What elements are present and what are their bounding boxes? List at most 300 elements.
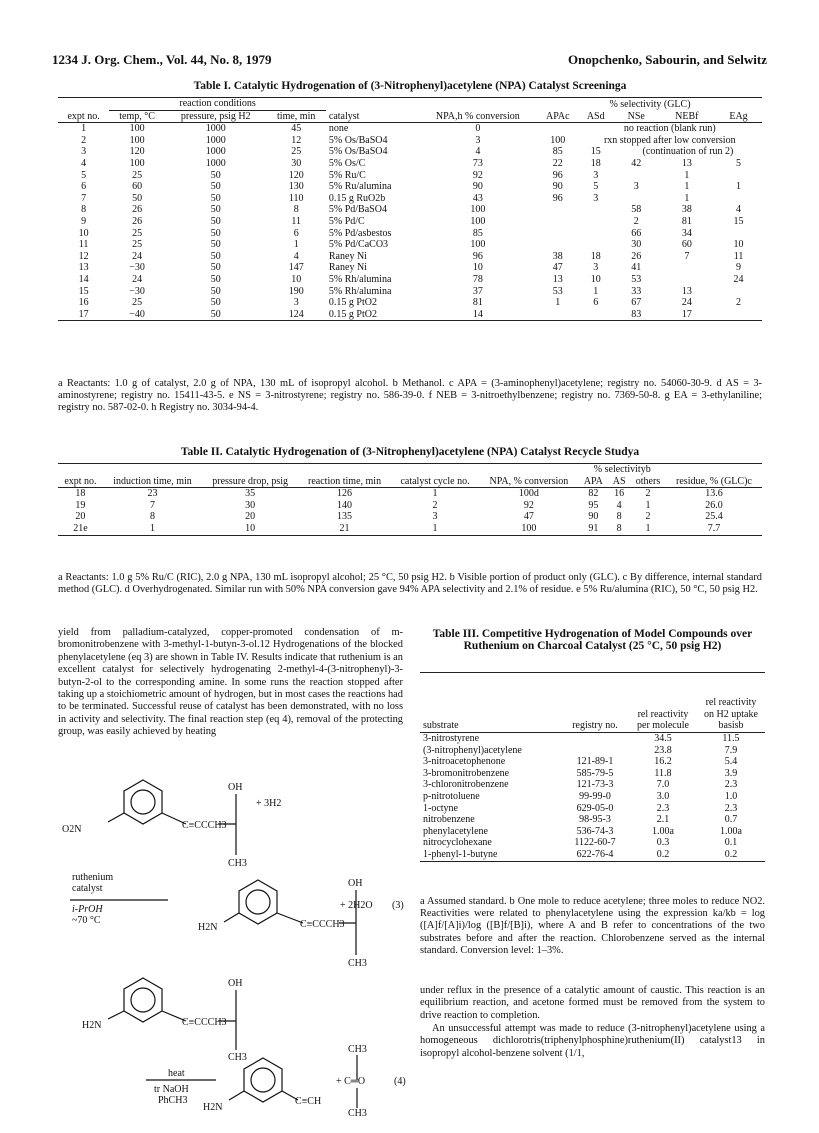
table-cell: 3	[293, 297, 299, 309]
table1-header-7: ASd	[586, 110, 605, 122]
table-cell: 15	[590, 146, 601, 158]
scheme-oh-3: OH	[228, 978, 243, 989]
table-cell: 16.2	[654, 756, 672, 768]
table-cell: 50	[210, 273, 221, 285]
table-cell: 1000	[205, 123, 226, 135]
table-cell: 4	[736, 204, 742, 216]
table2-caption: Table II. Catalytic Hydrogenation of (3-Nitrophenyl)acetylene (NPA) Catalyst Recycle Studya	[180, 446, 640, 458]
table-row	[58, 228, 762, 240]
table1	[58, 97, 762, 321]
table-cell: 58	[631, 204, 642, 216]
table-cell: 2.1	[656, 814, 670, 826]
table-row	[58, 274, 762, 286]
table-cell: 1-phenyl-1-butyne	[423, 848, 498, 860]
scheme-ch3-2: CH3	[348, 958, 367, 969]
table-cell: 5% Pd/C	[328, 215, 365, 227]
table-cell	[538, 204, 578, 216]
table-cell: 50	[210, 297, 221, 309]
table-cell: 2	[432, 499, 438, 511]
table-cell: 50	[210, 227, 221, 239]
table-cell: 1	[555, 297, 561, 309]
table-cell: 2	[645, 488, 651, 500]
table-cell: 140	[337, 499, 353, 511]
table-cell: 21	[339, 522, 350, 534]
table-cell: 5% Pd/CaCO3	[328, 239, 389, 251]
table-cell: Raney Ni	[328, 262, 367, 274]
table-row	[58, 216, 762, 228]
table-cell: 1000	[205, 146, 226, 158]
table-cell: 30	[245, 499, 256, 511]
table-cell: 100	[129, 157, 145, 169]
table-cell: −40	[129, 308, 145, 320]
table-cell	[715, 286, 762, 298]
table-cell: 110	[288, 192, 304, 204]
table-cell	[614, 193, 659, 205]
table-cell: 0	[475, 123, 481, 135]
table-cell: phenylacetylene	[423, 825, 488, 837]
table-cell: 67	[631, 297, 642, 309]
table-row	[420, 768, 765, 780]
table-cell: 8	[81, 204, 87, 216]
table-cell: 100	[470, 215, 486, 227]
table-cell: 50	[210, 262, 221, 274]
table-cell: 18	[590, 157, 601, 169]
table2-header-4: catalyst cycle no.	[400, 475, 470, 487]
table-cell: 14	[78, 273, 89, 285]
scheme-iproh: i-PrOH	[72, 904, 103, 915]
table-cell: 6	[81, 181, 87, 193]
scheme-phch3: PhCH3	[158, 1095, 188, 1106]
table-cell: 5% Ru/C	[328, 169, 366, 181]
benzene-ring-1	[124, 780, 162, 824]
table-cell: 2	[633, 215, 639, 227]
table-cell: 33	[631, 285, 642, 297]
table2-header-5: NPA, % conversion	[489, 475, 569, 487]
benzene-ring-4	[244, 1058, 282, 1102]
scheme-plus-co: + C═O	[336, 1076, 366, 1087]
table-cell: 13	[552, 273, 563, 285]
table-row	[58, 500, 762, 512]
table-cell	[561, 733, 629, 745]
table-cell: 30	[631, 239, 642, 251]
table-cell: 9	[81, 215, 87, 227]
table-cell: 60	[681, 239, 692, 251]
table-row	[420, 733, 765, 745]
table1-caption: Table I. Catalytic Hydrogenation of (3-Nitrophenyl)acetylene (NPA) Catalyst Screeninga	[193, 80, 627, 92]
table-cell	[578, 309, 614, 321]
table-cell: 30	[291, 157, 302, 169]
table-cell: 100	[521, 522, 537, 534]
table-cell: none	[328, 123, 349, 135]
table-cell: 100d	[518, 488, 539, 500]
table-cell	[659, 262, 715, 274]
table2-header-2: pressure drop, psig	[212, 475, 289, 487]
table-row	[58, 488, 762, 500]
scheme-h2n-1: H2N	[198, 922, 218, 933]
table-cell: 66	[631, 227, 642, 239]
table-cell: 13	[681, 285, 692, 297]
table-cell: 100	[129, 134, 145, 146]
table-cell: 50	[210, 181, 221, 193]
table-cell: 3-nitroacetophenone	[423, 756, 506, 768]
table-row	[420, 849, 765, 861]
scheme-plus-h2: + 3H2	[256, 798, 282, 809]
table-cell: 3	[593, 262, 599, 274]
table-cell: 1	[432, 522, 438, 534]
table-cell: 95	[588, 499, 599, 511]
table-cell: 121-73-3	[576, 779, 614, 791]
table-cell: 23.8	[654, 744, 672, 756]
table-cell: −30	[129, 285, 145, 297]
table-cell: 34	[681, 227, 692, 239]
table-cell: 2.3	[724, 779, 738, 791]
table-cell: Raney Ni	[328, 250, 367, 262]
table-cell: 5% Os/C	[328, 157, 366, 169]
table-cell: 96	[552, 192, 563, 204]
table-cell: 47	[523, 511, 534, 523]
table-cell: 34.5	[654, 733, 672, 744]
table-cell: 10	[245, 522, 256, 534]
table-cell: 0.2	[656, 848, 670, 860]
table-cell: 190	[288, 285, 304, 297]
benzene-ring-2	[239, 880, 277, 924]
table-cell: 24	[733, 273, 744, 285]
table-cell	[578, 228, 614, 240]
table-cell: 5% Pd/BaSO4	[328, 204, 387, 216]
table-cell: 41	[631, 262, 642, 274]
table-cell: 90	[588, 511, 599, 523]
table1-header-9: NEBf	[675, 110, 699, 122]
table2-header-7: AS	[612, 475, 626, 487]
table-cell: 50	[132, 192, 143, 204]
table1-header-3: time, min	[277, 110, 316, 122]
table-row	[58, 123, 762, 135]
table-cell: 50	[210, 215, 221, 227]
table-row	[58, 135, 762, 147]
table-cell: 1	[684, 169, 690, 181]
table-cell: 14	[472, 308, 483, 320]
scheme-ruthenium: ruthenium	[72, 872, 114, 883]
table-cell: 90	[552, 181, 563, 193]
table-row	[58, 511, 762, 523]
table-cell: 18	[590, 250, 601, 262]
table-cell: 1	[149, 522, 155, 534]
table-cell: 100	[470, 204, 486, 216]
body-text-right-1: under reflux in the presence of a catalytic amount of caustic. This reaction is an equilibrium reaction, and acetone formed must be removed from the system to drive reaction to completion.	[420, 985, 765, 1021]
table-cell: 3-bromonitrobenzene	[423, 767, 510, 779]
table-cell: 10	[472, 262, 483, 274]
table-cell	[538, 123, 578, 135]
table-cell: 26	[132, 215, 143, 227]
table-row	[420, 756, 765, 768]
table-cell: 99-99-0	[579, 790, 611, 802]
table-cell: 8	[616, 511, 622, 523]
table-cell: 629-05-0	[576, 802, 614, 814]
table-row	[58, 239, 762, 251]
table-cell: 17	[681, 308, 692, 320]
table-cell	[578, 216, 614, 228]
table-cell: 536-74-3	[576, 825, 614, 837]
scheme-o2n: O2N	[62, 824, 82, 835]
table-cell: p-nitrotoluene	[423, 790, 480, 802]
table-cell: 42	[631, 157, 642, 169]
table-cell: 0.15 g RuO2b	[328, 192, 386, 204]
table-cell: 2	[645, 511, 651, 523]
table-cell: 5% Rh/alumina	[328, 285, 392, 297]
scheme-ccch3-1: C≡CCCH3	[182, 820, 227, 831]
table-cell: 11	[78, 239, 89, 251]
table2-header-6: APA	[583, 475, 603, 487]
scheme-catalyst: catalyst	[72, 883, 103, 894]
table-cell	[538, 239, 578, 251]
table-cell: 13.6	[705, 488, 723, 500]
table-cell: 7	[81, 192, 87, 204]
table-cell: 3	[432, 511, 438, 523]
table-cell: 96	[472, 250, 483, 262]
table-cell: 21e	[73, 522, 88, 534]
table-cell: 81	[681, 215, 692, 227]
table3	[420, 672, 765, 862]
table-cell	[715, 170, 762, 182]
table-row	[58, 181, 762, 193]
table-cell: 4	[475, 146, 481, 158]
scheme-ccch3-2: C≡CCCH3	[300, 919, 345, 930]
table-cell: 7.7	[707, 522, 721, 534]
table-row	[420, 791, 765, 803]
table2-header-3: reaction time, min	[308, 475, 382, 487]
table-cell: 38	[552, 250, 563, 262]
table-cell: 8	[293, 204, 299, 216]
table-cell: 1	[645, 499, 651, 511]
table-cell: 1.00a	[652, 825, 674, 837]
scheme-temp: ~70 °C	[72, 915, 101, 926]
table-cell: 26	[631, 250, 642, 262]
scheme-oh-2: OH	[348, 878, 363, 889]
table1-header-6: APAc	[546, 110, 570, 122]
table-cell: 25	[132, 239, 143, 251]
scheme-naoh: tr NaOH	[154, 1084, 189, 1095]
table3-caption: Table III. Competitive Hydrogenation of Model Compounds over Ruthenium on Charcoal Catalyst (25 °C, 50 psig H2)	[432, 628, 753, 652]
table1-group-conditions: reaction conditions	[109, 98, 326, 111]
table-cell	[715, 309, 762, 321]
table-cell: 43	[472, 192, 483, 204]
table-row	[420, 837, 765, 849]
table1-header-2: pressure, psig H2	[180, 110, 251, 122]
table-row	[58, 146, 762, 158]
table1-header-5: NPA,h % conversion	[435, 110, 520, 122]
table-cell: 23	[147, 488, 158, 500]
table-cell: 124	[288, 308, 304, 320]
table-row	[58, 170, 762, 182]
table-cell: 20	[75, 511, 86, 523]
table-cell: (continuation of run 2)	[642, 146, 734, 158]
table-cell: 1	[81, 123, 87, 135]
scheme-ccch3-3: C≡CCCH3	[182, 1017, 227, 1028]
table-cell: 25	[132, 227, 143, 239]
table-cell: 5% Os/BaSO4	[328, 146, 388, 158]
table-cell: 5% Os/BaSO4	[328, 134, 388, 146]
table-row	[420, 779, 765, 791]
table-cell: 0.7	[724, 814, 738, 826]
table-cell: 45	[291, 123, 302, 135]
table-cell: 1	[736, 181, 742, 193]
scheme-plus-h2o: + 2H2O	[340, 900, 373, 911]
table-cell: 11.5	[722, 733, 740, 744]
table-cell: 1	[645, 522, 651, 534]
table-cell: 92	[472, 169, 483, 181]
scheme-ch3-1: CH3	[228, 858, 247, 869]
table-cell: 53	[631, 273, 642, 285]
table-cell: 98-95-3	[579, 814, 611, 826]
table-cell: no reaction (blank run)	[623, 123, 716, 135]
table-cell: 78	[472, 273, 483, 285]
table-cell	[538, 228, 578, 240]
table3-header-0: substrate	[423, 720, 459, 732]
running-header-right: Onopchenko, Sabourin, and Selwitz	[567, 52, 767, 67]
table-cell: 0.15 g PtO2	[328, 297, 377, 309]
scheme-h2n-2: H2N	[82, 1020, 102, 1031]
table-cell: 4	[616, 499, 622, 511]
table-cell: 82	[588, 488, 599, 500]
table-cell: 120	[129, 146, 145, 158]
table-cell: 100	[470, 239, 486, 251]
table-cell: 3-nitrostyrene	[423, 733, 480, 744]
table-cell: nitrocyclohexane	[423, 837, 492, 849]
table-cell: 13	[78, 262, 89, 274]
table-cell	[614, 170, 659, 182]
table-cell: 24	[132, 250, 143, 262]
table-cell: 1000	[205, 157, 226, 169]
table2-group-selectivity: % selectivityb	[593, 464, 651, 475]
table-row	[58, 193, 762, 205]
table-cell: 1	[593, 285, 599, 297]
table-cell: 26.0	[705, 499, 723, 511]
body-text-right-2: An unsuccessful attempt was made to reduce (3-nitrophenyl)acetylene using a homogeneous dichlorotris(triphenylphosphine)ruthenium(II) catalyst13 in isopropyl alcohol-benzene solvent (1/1,	[420, 1023, 765, 1059]
table1-header-10: EAg	[729, 110, 748, 122]
table1-header-8: NSe	[627, 110, 645, 122]
scheme-oh-1: OH	[228, 782, 243, 793]
table-cell: 11.8	[654, 767, 672, 779]
table-cell: 3	[593, 192, 599, 204]
table-cell: 19	[75, 499, 86, 511]
table-cell: 100	[129, 123, 145, 135]
table-row	[58, 309, 762, 321]
table-cell: 1	[684, 181, 690, 193]
table-row	[58, 204, 762, 216]
table-cell: 6	[593, 297, 599, 309]
table-cell: 10	[78, 227, 89, 239]
scheme-h2n-3: H2N	[203, 1102, 223, 1113]
table-cell: 135	[337, 511, 353, 523]
table-cell: 3-chloronitrobenzene	[423, 779, 509, 791]
table-cell: 26	[132, 204, 143, 216]
table-cell: 50	[210, 169, 221, 181]
table-cell: 20	[245, 511, 256, 523]
table-cell: 91	[588, 522, 599, 534]
table-cell: 5	[81, 169, 87, 181]
table-cell: 12	[78, 250, 89, 262]
scheme-cch: C≡CH	[295, 1096, 322, 1107]
table-cell: 15	[733, 215, 744, 227]
table-cell	[578, 204, 614, 216]
table-cell: 5.4	[724, 756, 738, 768]
table3-footnote: a Assumed standard. b One mole to reduce acetylene; three moles to reduce NO2. Reactivities were related to phenylacetylene using the expression ka/kb = log ([A]f/[A]i)/log ([B]f/[B]i), where A and B refer to concentrations of the two substrates before and after the reaction. Chlorobenzene served as the internal standard. Conversion level: 1–3%.	[420, 896, 765, 956]
table-cell: 585-79-5	[576, 767, 614, 779]
body-text-left: yield from palladium-catalyzed, copper-promoted condensation of m-bromonitrobenzene with 3-methyl-1-butyn-3-ol.12 Hydrogenations of the blocked phenylacetylene (eq 3) are shown in Table IV. Results indicate that ruthenium is an excellent catalyst for selectively hydrogenating 2-methyl-4-(3-nitrophenyl)-3-butyn-2-ol to the corresponding amine. In some runs the reaction stopped after taking up a stoichiometric amount of hydrogen, but in most cases the reactions had to be terminated. Successful reuse of catalyst has been demonstrated, with no loss in activity and selectivity. The final reaction step (eq 4), removal of the protecting group, was easily achieved by heating	[58, 627, 403, 738]
table-cell: 15	[78, 285, 89, 297]
table-row	[58, 297, 762, 309]
table-cell: 120	[288, 169, 304, 181]
table-cell: 2	[736, 297, 742, 309]
table-cell: 16	[78, 297, 89, 309]
table-cell: 7.9	[724, 744, 738, 756]
table-cell: 3	[633, 181, 639, 193]
table-cell: 81	[472, 297, 483, 309]
table-row	[58, 286, 762, 298]
table-cell: 5	[593, 181, 599, 193]
table-cell: 4	[293, 250, 299, 262]
table-cell: 11	[291, 215, 301, 227]
table-cell: 73	[472, 157, 483, 169]
table1-footnote: a Reactants: 1.0 g of catalyst, 2.0 g of NPA, 130 mL of isopropyl alcohol. b Methanol. c APA = (3-aminophenyl)acetylene; registry no. 54060-30-9. d AS = 3-aminostyrene; registry no. 15411-43-5. e NS = 3-nitrostyrene; registry no. 586-39-0. f NEB = 3-nitroethylbenzene; registry no. 7369-50-8. g EA = 3-ethylaniline; registry no. 587-02-0. h Registry no. 3034-94-4.	[58, 378, 762, 414]
table-cell: 8	[149, 511, 155, 523]
table-cell: 126	[337, 488, 353, 500]
table-cell: 2.3	[656, 802, 670, 814]
table-cell: 3	[475, 134, 481, 146]
scheme-heat: heat	[168, 1068, 185, 1079]
table-cell: 25	[132, 297, 143, 309]
table-cell: nitrobenzene	[423, 814, 475, 826]
table3-header-3: rel reactivity on H2 uptake basisb	[704, 697, 758, 732]
table-cell: 9	[736, 262, 742, 274]
scheme-ch3-4: CH3	[348, 1044, 367, 1055]
table-cell: 1	[684, 192, 690, 204]
table-cell: 8	[616, 522, 622, 534]
table2-header-0: expt no.	[64, 475, 97, 487]
table-cell: 2	[81, 134, 87, 146]
table-cell	[659, 274, 715, 286]
table-cell	[538, 216, 578, 228]
table-cell: 1.00a	[720, 825, 742, 837]
table-row	[58, 158, 762, 170]
table-cell: 3.0	[656, 790, 670, 802]
table3-header-2: rel reactivity per molecule	[637, 708, 689, 732]
table-cell: 18	[75, 488, 86, 500]
table-cell: 1122-60-7	[574, 837, 616, 849]
table-cell: 38	[681, 204, 692, 216]
table-cell: 60	[132, 181, 143, 193]
table-cell: 1	[432, 488, 438, 500]
table-cell: 130	[288, 181, 304, 193]
table-cell: 50	[210, 204, 221, 216]
table-cell: 96	[552, 169, 563, 181]
table-cell: 13	[681, 157, 692, 169]
table-cell: 10	[291, 273, 302, 285]
table-row	[420, 826, 765, 838]
table-row	[420, 814, 765, 826]
table-cell: (3-nitrophenyl)acetylene	[423, 744, 522, 756]
table-cell	[538, 309, 578, 321]
table-cell: 16	[614, 488, 625, 500]
table-cell: 11	[733, 250, 744, 262]
table-cell: 0.15 g PtO2	[328, 308, 377, 320]
table1-header-0: expt no.	[67, 110, 100, 122]
table3-header-1: registry no.	[572, 720, 618, 732]
table-cell: 25.4	[705, 511, 723, 523]
table-cell: 1000	[205, 134, 226, 146]
table-cell: 100	[550, 134, 566, 146]
table-cell: 7	[149, 499, 155, 511]
